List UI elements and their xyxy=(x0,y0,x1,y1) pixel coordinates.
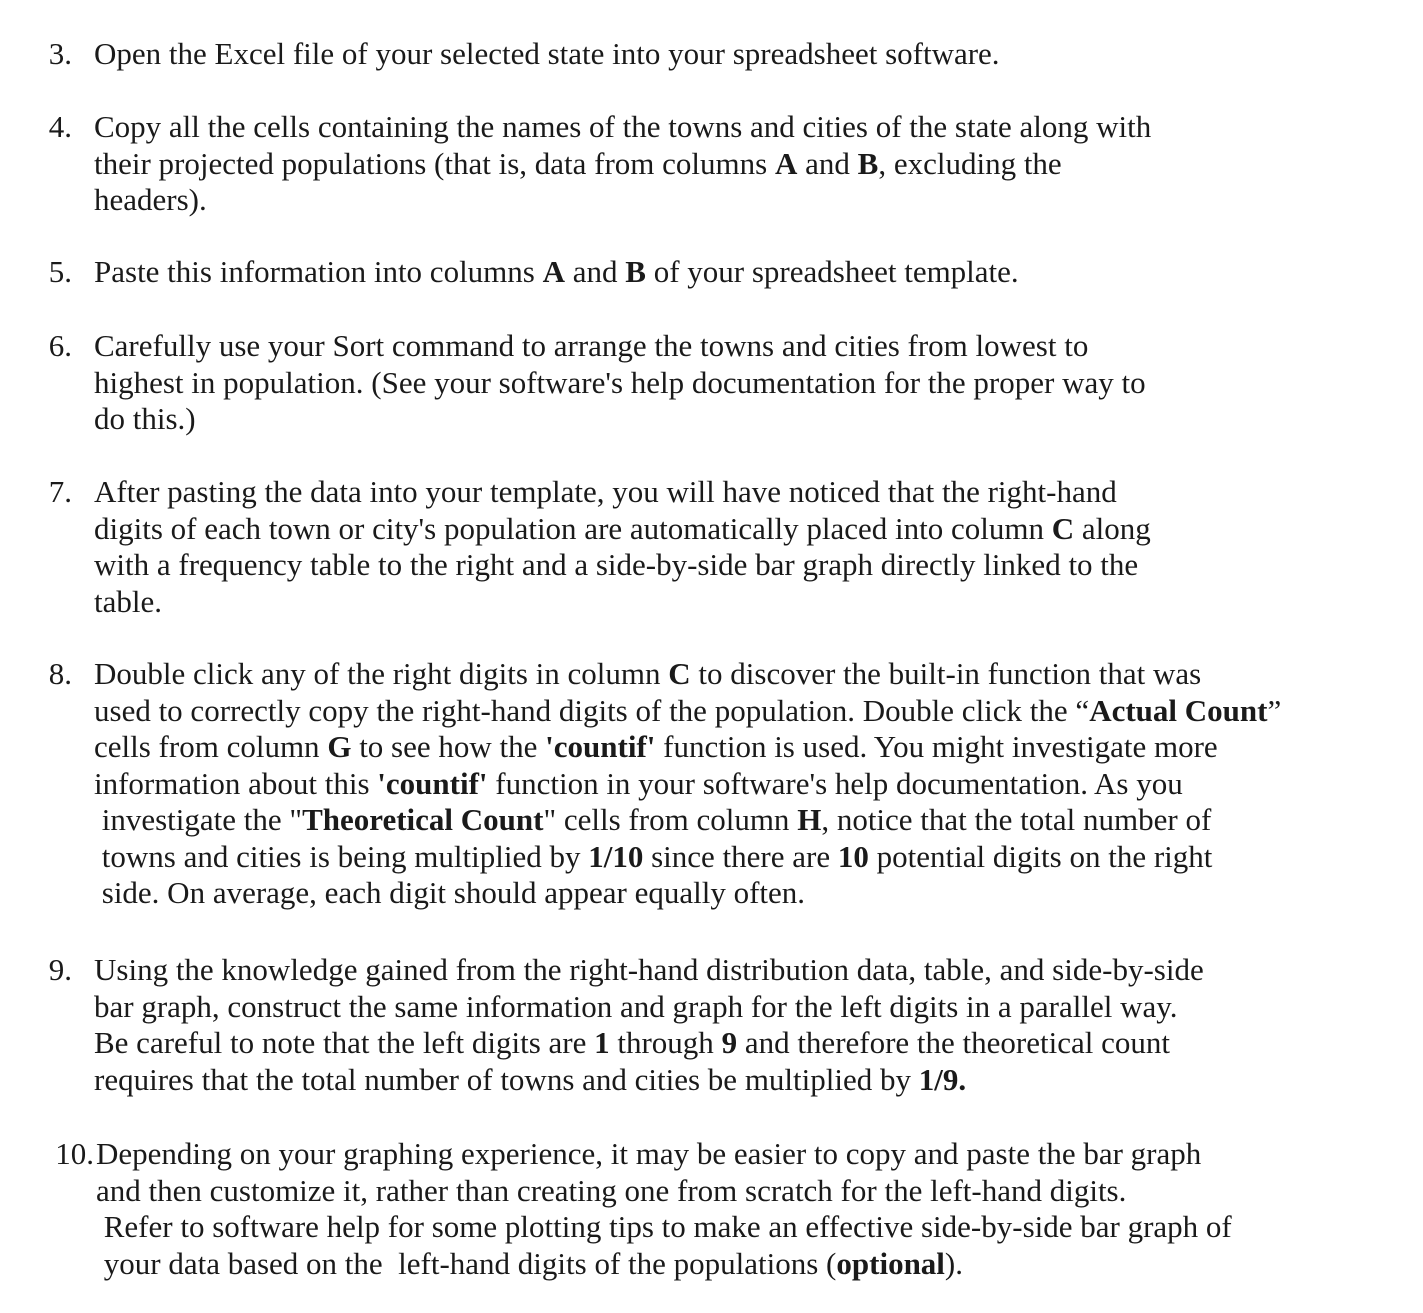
text-line xyxy=(94,729,1404,766)
text-line xyxy=(96,1246,1406,1283)
bold-term: A xyxy=(774,145,798,181)
text-line xyxy=(94,328,1404,365)
text-run: , notice that the total number of xyxy=(821,802,1212,837)
text-run: cells from column xyxy=(94,729,328,764)
text-run: ). xyxy=(944,1245,963,1281)
text-line xyxy=(94,1025,1404,1062)
text-run: and then customize it, rather than creating one from scratch for the left-hand digits. xyxy=(96,1172,1127,1208)
text-line xyxy=(94,109,1404,146)
text-run: potential digits on the right xyxy=(868,838,1213,874)
text-line xyxy=(94,511,1404,548)
text-line xyxy=(94,401,1404,438)
text-line xyxy=(96,1136,1406,1173)
text-run: Depending on your graphing experience, it may be easier to copy and paste the bar graph xyxy=(96,1136,1202,1171)
bold-term: 10 xyxy=(837,838,869,874)
bold-term: 9 xyxy=(721,1025,738,1060)
text-run: table. xyxy=(94,583,162,619)
text-line xyxy=(94,36,1404,73)
step-number: 5. xyxy=(48,254,72,289)
text-line xyxy=(94,875,1404,912)
text-run: Carefully use your Sort command to arrange the towns and cities from lowest to xyxy=(94,328,1089,363)
text-run: Open the Excel file of your selected state into your spreadsheet software. xyxy=(94,36,1000,71)
step-text xyxy=(94,474,1404,620)
text-run: Copy all the cells containing the names of the towns and cities of the state along with xyxy=(94,109,1152,144)
bold-term: Actual Count xyxy=(1089,692,1268,728)
text-run: Be careful to note that the left digits are xyxy=(94,1025,595,1060)
bold-term: G xyxy=(327,729,352,764)
text-run: with a frequency table to the right and a side-by-side bar graph directly linked to the xyxy=(94,547,1139,582)
text-run: do this.) xyxy=(94,401,196,436)
text-line xyxy=(96,1173,1406,1210)
text-run: digits of each town or city's population are automatically placed into column xyxy=(94,510,1052,546)
text-run: since there are xyxy=(643,838,838,874)
text-line xyxy=(94,182,1404,219)
text-run: function is used. You might investigate more xyxy=(655,729,1218,764)
step-number: 10. xyxy=(55,1136,94,1171)
text-run: to discover the built-in function that was xyxy=(690,656,1202,691)
bold-term: C xyxy=(1051,510,1075,546)
step-text xyxy=(96,1136,1406,1282)
step-text xyxy=(94,36,1404,73)
text-run: towns and cities is being multiplied by xyxy=(94,838,589,874)
text-run: used to correctly copy the right-hand digits of the population. Double click the “ xyxy=(94,692,1090,728)
step-text xyxy=(94,109,1404,219)
text-line xyxy=(94,656,1404,693)
text-line xyxy=(94,254,1404,291)
text-run: and therefore the theoretical count xyxy=(737,1025,1170,1060)
text-line xyxy=(94,474,1404,511)
text-run: headers). xyxy=(94,182,207,217)
step-text xyxy=(94,656,1404,912)
bold-term: B xyxy=(625,254,646,289)
text-run: and xyxy=(797,145,858,181)
bold-term: 1/10 xyxy=(588,838,644,874)
text-run: and xyxy=(565,254,626,289)
text-run: Double click any of the right digits in column xyxy=(94,656,669,691)
text-run: After pasting the data into your template, you will have noticed that the right-hand xyxy=(94,474,1117,509)
text-run: bar graph, construct the same information and graph for the left digits in a parallel way. xyxy=(94,988,1178,1024)
text-run: Using the knowledge gained from the right-hand distribution data, table, and side-by-side xyxy=(94,952,1204,987)
text-line xyxy=(94,693,1404,730)
text-run: " cells from column xyxy=(543,802,798,837)
text-run: your data based on the left-hand digits of the populations ( xyxy=(96,1245,837,1281)
text-line xyxy=(94,766,1404,803)
bold-term: A xyxy=(542,254,565,289)
text-run: of your spreadsheet template. xyxy=(645,254,1019,289)
step-text xyxy=(94,328,1404,438)
text-line xyxy=(94,584,1404,621)
step-number: 4. xyxy=(48,109,72,144)
text-run: requires that the total number of towns and cities be multiplied by xyxy=(94,1061,919,1097)
text-run: side. On average, each digit should appear equally often. xyxy=(94,875,806,910)
text-run: their projected populations (that is, data from columns xyxy=(94,145,775,181)
step-number: 6. xyxy=(48,328,72,363)
text-run: Paste this information into columns xyxy=(94,254,543,289)
step-number: 7. xyxy=(48,474,72,509)
text-run: ” xyxy=(1267,692,1282,728)
text-run: through xyxy=(609,1025,722,1060)
text-run: function in your software's help documentation. As you xyxy=(487,765,1183,801)
step-number: 9. xyxy=(48,952,72,987)
text-line xyxy=(94,839,1404,876)
text-line xyxy=(96,1209,1406,1246)
text-run: to see how the xyxy=(351,729,546,764)
bold-term: 'countif' xyxy=(545,729,656,764)
text-run: along xyxy=(1074,510,1151,546)
text-line xyxy=(94,952,1404,989)
bold-term: Theoretical Count xyxy=(302,802,544,837)
text-line xyxy=(94,547,1404,584)
bold-term: 1/9. xyxy=(918,1061,967,1097)
text-run: investigate the " xyxy=(94,802,303,837)
text-line xyxy=(94,1062,1404,1099)
step-text xyxy=(94,254,1404,291)
text-line xyxy=(94,802,1404,839)
bold-term: B xyxy=(857,145,879,181)
step-number: 3. xyxy=(48,36,72,71)
text-run: , excluding the xyxy=(878,145,1062,181)
bold-term: optional xyxy=(836,1245,945,1281)
bold-term: H xyxy=(797,802,822,837)
text-run: highest in population. (See your software's help documentation for the proper way to xyxy=(94,364,1146,400)
text-line xyxy=(94,146,1404,183)
text-line xyxy=(94,989,1404,1026)
text-run: Refer to software help for some plotting tips to make an effective side-by-side bar graph of xyxy=(96,1209,1232,1244)
bold-term: 'countif' xyxy=(377,765,488,801)
bold-term: 1 xyxy=(594,1025,610,1060)
step-text xyxy=(94,952,1404,1098)
text-line xyxy=(94,365,1404,402)
text-run: information about this xyxy=(94,765,378,801)
step-number: 8. xyxy=(48,656,72,691)
bold-term: C xyxy=(668,656,691,691)
